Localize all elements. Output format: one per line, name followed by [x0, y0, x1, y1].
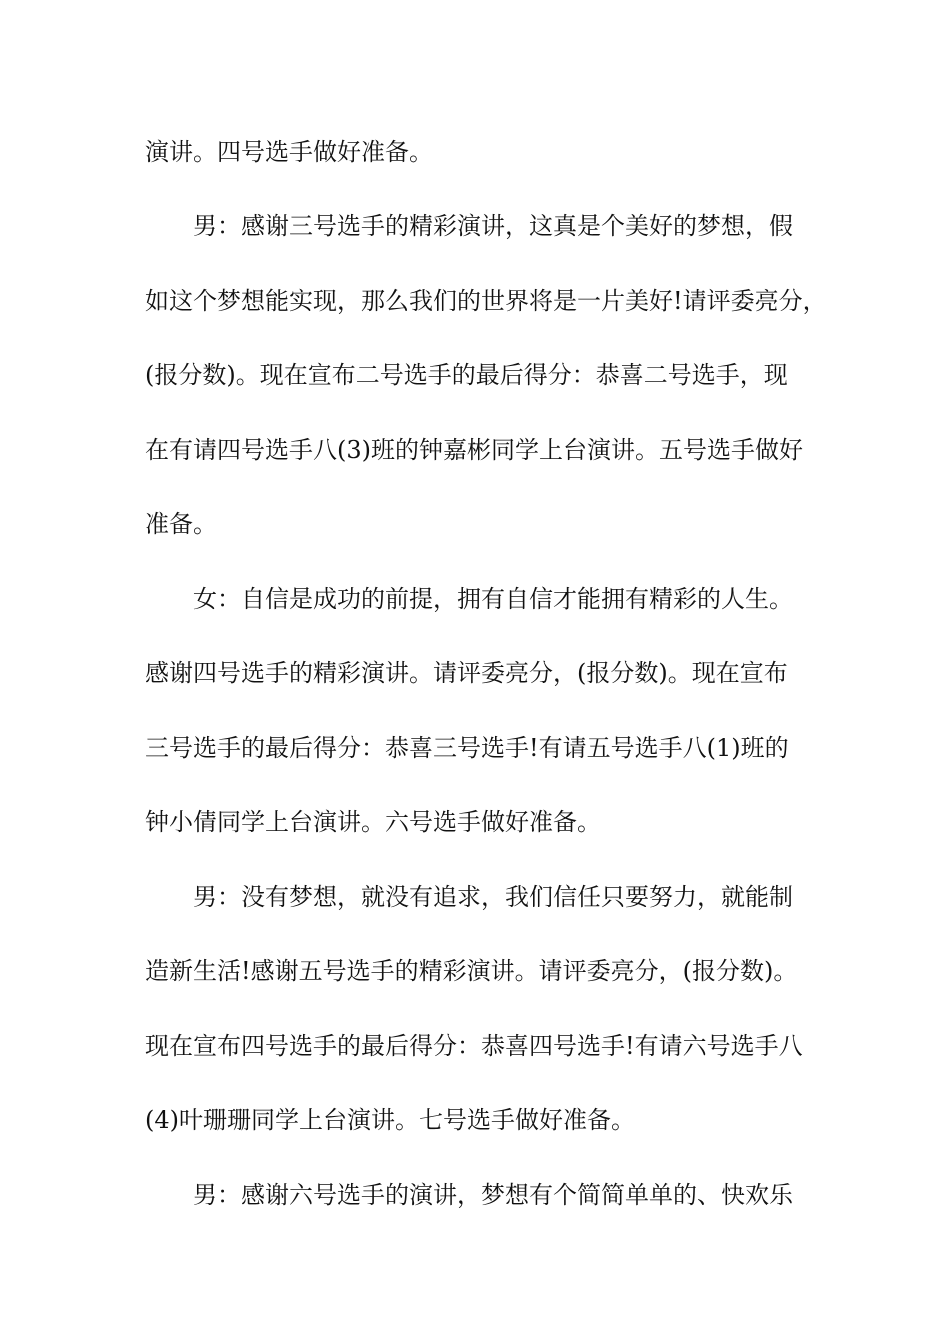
text-line: 三号选手的最后得分：恭喜三号选手!有请五号选手八(1)班的: [145, 734, 789, 762]
text-line: 如这个梦想能实现，那么我们的世界将是一片美好!请评委亮分，: [145, 287, 827, 315]
text-line: 男：感谢六号选手的演讲，梦想有个简简单单的、快欢乐: [193, 1181, 793, 1209]
text-line: 在有请四号选手八(3)班的钟嘉彬同学上台演讲。五号选手做好: [145, 436, 803, 464]
text-line: 准备。: [145, 510, 217, 538]
text-line: 男：没有梦想，就没有追求，我们信任只要努力，就能制: [193, 883, 793, 911]
text-line: (报分数)。现在宣布二号选手的最后得分：恭喜二号选手，现: [145, 361, 788, 389]
text-line: 男：感谢三号选手的精彩演讲，这真是个美好的梦想，假: [193, 212, 793, 240]
text-line: 演讲。四号选手做好准备。: [145, 138, 433, 166]
text-line: 女：自信是成功的前提，拥有自信才能拥有精彩的人生。: [193, 585, 793, 613]
text-line: 感谢四号选手的精彩演讲。请评委亮分，(报分数)。现在宣布: [145, 659, 788, 687]
text-line: 造新生活!感谢五号选手的精彩演讲。请评委亮分，(报分数)。: [145, 957, 798, 985]
text-line: 钟小倩同学上台演讲。六号选手做好准备。: [145, 808, 601, 836]
text-line: 现在宣布四号选手的最后得分：恭喜四号选手!有请六号选手八: [145, 1032, 803, 1060]
text-line: (4)叶珊珊同学上台演讲。七号选手做好准备。: [145, 1106, 635, 1134]
